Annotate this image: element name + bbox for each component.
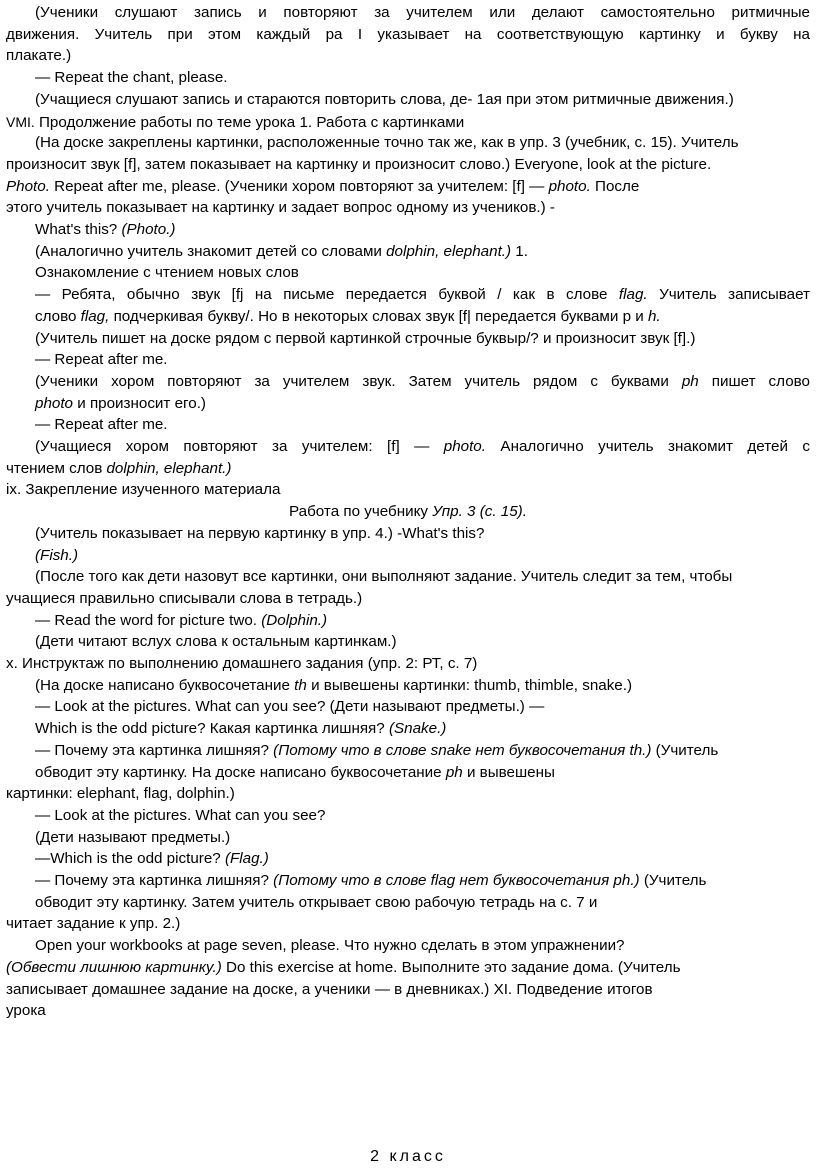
text-segment: и произносит его.) <box>73 394 206 412</box>
text-segment: — Repeat after me. <box>35 351 168 369</box>
text-line <box>6 805 810 827</box>
text-line <box>6 935 810 957</box>
text-line <box>6 67 810 89</box>
text-segment: (Учитель пишет на доске рядом с первой картинкой строчные буквыр/? и произносит звук [f].) <box>35 329 696 347</box>
italic-text: (Потому что в слове snake нет буквосочетания th.) <box>273 741 652 759</box>
text-segment: VMI. <box>6 113 35 130</box>
text-segment: обводит эту картинку. Затем учитель открывает свою рабочую тетрадь на с. 7 и <box>35 893 598 911</box>
text-line <box>6 675 810 697</box>
text-line <box>6 219 810 241</box>
text-segment: Ознакомление с чтением новых слов <box>35 264 299 282</box>
text-segment: плакате.) <box>6 47 72 65</box>
text-segment: —Which is the odd picture? <box>35 850 225 868</box>
text-segment: ix. Закрепление изученного материала <box>6 481 281 499</box>
text-segment: (Учитель <box>651 741 719 759</box>
text-segment: произносит звук [f], затем показывает на картинку и произносит слово.) Everyone, look at the picture. <box>6 155 712 173</box>
text-segment: обводит эту картинку. На доске написано буквосочетание <box>35 763 446 781</box>
text-line <box>6 371 810 393</box>
text-line <box>6 176 810 198</box>
italic-text: (Обвести лишнюю картинку.) <box>6 958 222 976</box>
text-segment: Учитель записывает <box>647 286 810 304</box>
text-segment: Do this exercise at home. Выполните это задание дома. (Учитель <box>221 958 681 976</box>
text-line <box>6 762 810 784</box>
text-segment: читает задание к упр. 2.) <box>6 915 181 933</box>
text-line <box>6 1000 810 1022</box>
text-line <box>6 45 810 67</box>
text-line <box>6 892 810 914</box>
text-segment: — Read the word for picture two. <box>35 611 262 629</box>
text-segment: 1. <box>511 242 528 260</box>
text-line <box>6 132 810 154</box>
italic-text: dolphin, elephant.) <box>106 459 232 477</box>
text-line <box>6 610 810 632</box>
text-line <box>6 414 810 436</box>
text-line <box>6 631 810 653</box>
text-segment: Продолжение работы по теме урока 1. Работа с картинками <box>34 113 465 131</box>
text-segment: урока <box>6 1002 46 1020</box>
text-line <box>6 588 810 610</box>
italic-text: th <box>294 676 307 694</box>
text-line <box>6 24 810 46</box>
text-line <box>6 284 810 306</box>
italic-text: ph <box>681 372 699 390</box>
italic-text: (Потому что в слове flag нет буквосочетания ph.) <box>273 872 640 889</box>
text-segment: — Ребята, обычно звук [fj на письме передается буквой / как в слове <box>35 286 619 304</box>
text-line <box>6 241 810 263</box>
text-line <box>6 197 810 219</box>
italic-text: h. <box>647 307 661 325</box>
text-segment: Open your workbooks at page seven, please. Что нужно сделать в этом упражнении? <box>35 937 625 955</box>
italic-text: Упр. 3 (с. 15). <box>432 503 527 521</box>
italic-text: photo <box>35 394 74 412</box>
text-line <box>6 349 810 371</box>
text-segment: (Аналогично учитель знакомит детей со словами <box>35 242 387 260</box>
text-segment: Repeat after me, please. (Ученики хором повторяют за учителем: [f] — <box>49 177 549 195</box>
text-segment: — Почему эта картинка лишняя? <box>35 741 274 759</box>
text-segment: учащиеся правильно списывали слова в тетрадь.) <box>6 589 363 607</box>
text-line <box>6 436 810 458</box>
text-segment: x. Инструктаж по выполнению домашнего задания (упр. 2: РТ, с. 7) <box>6 655 478 672</box>
text-segment: Which is the odd picture? Какая картинка лишняя? <box>35 720 389 738</box>
text-line <box>6 501 810 523</box>
text-segment: (Дети читают вслух слова к остальным картинкам.) <box>35 633 397 651</box>
text-segment: — Look at the pictures. What can you see? (Дети называют предметы.) — <box>35 698 545 716</box>
text-segment: (Учитель <box>639 872 707 889</box>
text-segment: и вывешены картинки: thumb, thimble, snake.) <box>306 676 633 694</box>
text-segment: После <box>590 177 640 195</box>
text-line <box>6 2 810 24</box>
page-footer: 2 класс <box>370 1148 446 1165</box>
text-line <box>6 306 810 328</box>
text-line <box>6 458 810 480</box>
italic-text: (Flag.) <box>224 850 269 868</box>
text-segment: — Repeat after me. <box>35 416 168 434</box>
text-line <box>6 523 810 545</box>
text-line <box>6 262 810 284</box>
text-line <box>6 545 810 567</box>
italic-text: photo. <box>548 177 591 195</box>
text-segment: (Дети называют предметы.) <box>35 828 231 846</box>
text-line <box>6 653 810 675</box>
text-segment: чтением слов <box>6 459 107 477</box>
italic-text: (Fish.) <box>35 546 79 564</box>
italic-text: ph <box>445 763 463 781</box>
text-line <box>6 913 810 935</box>
text-line <box>6 827 810 849</box>
text-line <box>6 957 810 979</box>
text-segment: (После того как дети назовут все картинки, они выполняют задание. Учитель следит за тем, чтобы <box>35 568 733 586</box>
text-line <box>6 718 810 740</box>
text-segment: What's this? <box>35 221 122 238</box>
text-segment: Аналогично учитель знакомит детей с <box>485 438 810 455</box>
text-line <box>6 566 810 588</box>
text-line <box>6 393 810 415</box>
text-line <box>6 154 810 176</box>
text-segment: (Учащиеся хором повторяют за учителем: [f] — <box>35 438 444 455</box>
text-segment: Работа по учебнику <box>289 503 433 521</box>
italic-text: photo. <box>443 438 486 455</box>
text-line <box>6 740 810 762</box>
text-segment: (Ученики слушают запись и повторяют за учителем или делают самостоятельно ритмичные <box>35 4 810 21</box>
text-line <box>6 111 810 133</box>
text-segment: слово <box>35 307 81 325</box>
text-segment: пишет слово <box>698 372 810 390</box>
italic-text: (Snake.) <box>388 720 447 738</box>
italic-text: (Photo.) <box>121 221 176 238</box>
text-line <box>6 848 810 870</box>
text-segment: подчеркивая букву/. Но в некоторых словах звук [f| передается буквами р и <box>109 307 648 325</box>
text-line <box>6 870 810 892</box>
italic-text: dolphin, elephant.) <box>386 242 512 260</box>
italic-text: (Dolphin.) <box>261 611 328 629</box>
text-line <box>6 479 810 501</box>
text-segment: картинки: elephant, flag, dolphin.) <box>6 785 235 803</box>
italic-text: Photo. <box>6 177 50 195</box>
italic-text: flag, <box>80 307 110 325</box>
text-segment: — Look at the pictures. What can you see? <box>35 806 326 824</box>
text-segment: (На доске написано буквосочетание <box>35 676 295 694</box>
text-line <box>6 783 810 805</box>
text-segment: записывает домашнее задание на доске, а ученики — в дневниках.) XI. Подведение итогов <box>6 980 653 998</box>
text-segment: — Почему эта картинка лишняя? <box>35 872 274 889</box>
text-line <box>6 979 810 1001</box>
text-segment: и вывешены <box>462 763 555 781</box>
text-segment: этого учитель показывает на картинку и задает вопрос одному из учеников.) - <box>6 199 555 217</box>
text-segment: (На доске закреплены картинки, расположенные точно так же, как в упр. 3 (учебник, с. 15). Учитель <box>35 134 739 152</box>
text-segment: (Учащиеся слушают запись и стараются повторить слова, де- 1ая при этом ритмичные движения.) <box>35 90 734 108</box>
text-line <box>6 328 810 350</box>
text-segment: (Учитель показывает на первую картинку в упр. 4.) -What's this? <box>35 524 485 542</box>
text-segment: — Repeat the chant, please. <box>35 69 228 87</box>
text-segment: движения. Учитель при этом каждый ра I указывает на соответствующую картинку и букву на <box>6 25 810 43</box>
text-segment: (Ученики хором повторяют за учителем звук. Затем учитель рядом с буквами <box>35 372 682 390</box>
text-line <box>6 696 810 718</box>
text-line <box>6 89 810 111</box>
italic-text: flag. <box>618 286 648 304</box>
